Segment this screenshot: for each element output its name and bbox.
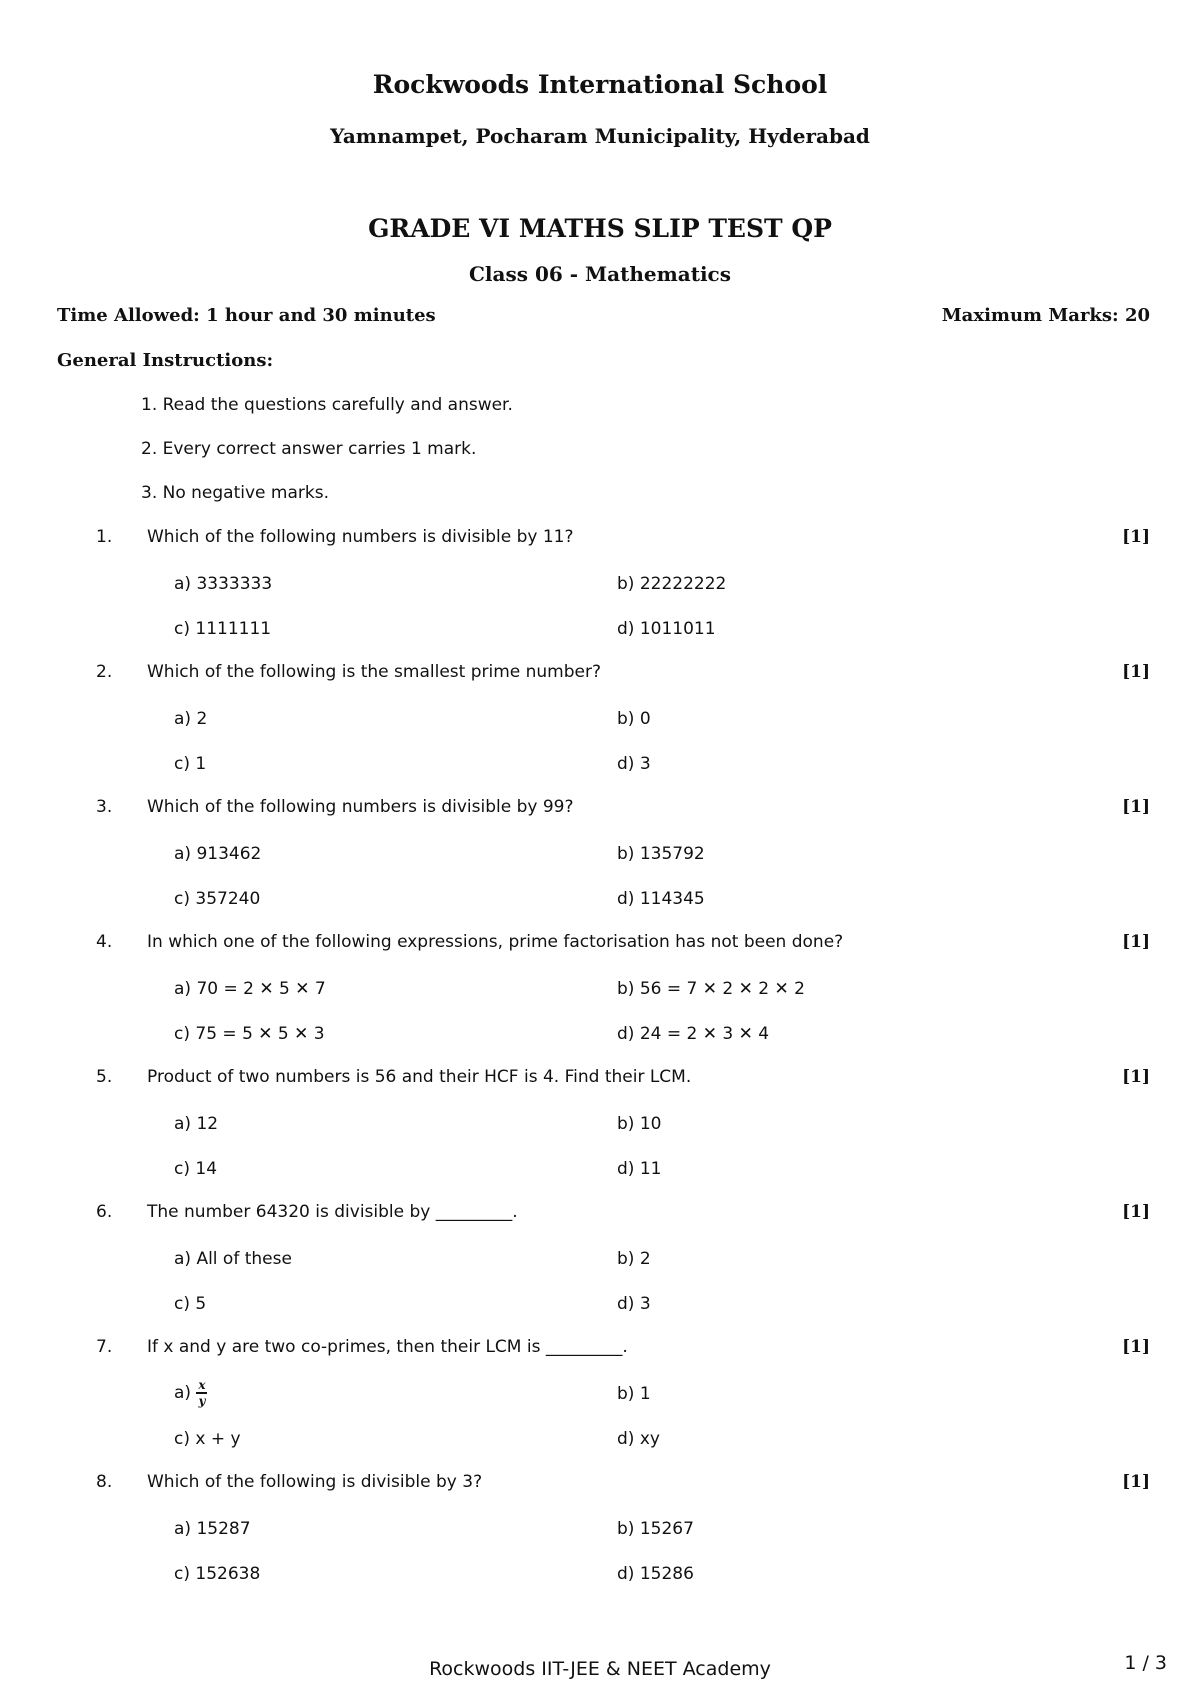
question-number: 1. bbox=[96, 527, 113, 547]
maximum-marks: Maximum Marks: 20 bbox=[941, 305, 1150, 326]
question-marks: [1] bbox=[1122, 797, 1150, 817]
question-number: 2. bbox=[96, 662, 113, 682]
question-marks: [1] bbox=[1122, 1202, 1150, 1222]
option-c: c) 1111111 bbox=[174, 619, 272, 639]
option-a bbox=[174, 1379, 207, 1407]
question-number: 4. bbox=[96, 932, 113, 952]
question-marks: [1] bbox=[1122, 527, 1150, 547]
question-number: 8. bbox=[96, 1472, 113, 1492]
question-text: Which of the following is divisible by 3? bbox=[147, 1472, 483, 1492]
option-d: d) 114345 bbox=[617, 889, 705, 909]
option-d: d) 3 bbox=[617, 754, 651, 774]
question-text: Product of two numbers is 56 and their HCF is 4. Find their LCM. bbox=[147, 1067, 692, 1087]
option-a: a) 15287 bbox=[174, 1519, 251, 1539]
option-a: a) 913462 bbox=[174, 844, 262, 864]
question-text: In which one of the following expressions, prime factorisation has not been done? bbox=[147, 932, 844, 952]
question-number: 7. bbox=[96, 1337, 113, 1357]
option-c: c) 1 bbox=[174, 754, 207, 774]
paper-title: GRADE VI MATHS SLIP TEST QP bbox=[368, 214, 832, 243]
question-number: 6. bbox=[96, 1202, 113, 1222]
option-b: b) 1 bbox=[617, 1384, 651, 1404]
option-d: d) 11 bbox=[617, 1159, 662, 1179]
option-c: c) 152638 bbox=[174, 1564, 261, 1584]
instruction-item: 3. No negative marks. bbox=[141, 483, 329, 503]
question-number: 3. bbox=[96, 797, 113, 817]
option-d: d) 15286 bbox=[617, 1564, 694, 1584]
option-a: a) 70 = 2 ✕ 5 ✕ 7 bbox=[174, 979, 326, 999]
question-marks: [1] bbox=[1122, 1472, 1150, 1492]
school-name: Rockwoods International School bbox=[372, 70, 828, 99]
option-c: c) 14 bbox=[174, 1159, 218, 1179]
option-d: d) xy bbox=[617, 1429, 660, 1449]
instruction-item: 2. Every correct answer carries 1 mark. bbox=[141, 439, 477, 459]
option-a: a) All of these bbox=[174, 1249, 292, 1269]
question-marks: [1] bbox=[1122, 662, 1150, 682]
question-marks: [1] bbox=[1122, 1067, 1150, 1087]
option-a: a) 12 bbox=[174, 1114, 219, 1134]
option-b: b) 2 bbox=[617, 1249, 651, 1269]
option-c: c) x + y bbox=[174, 1429, 241, 1449]
paper-subtitle: Class 06 - Mathematics bbox=[468, 262, 731, 286]
option-b: b) 0 bbox=[617, 709, 651, 729]
question-text: Which of the following numbers is divisible by 99? bbox=[147, 797, 574, 817]
option-a: a) 2 bbox=[174, 709, 208, 729]
option-b: b) 135792 bbox=[617, 844, 705, 864]
option-b: b) 22222222 bbox=[617, 574, 727, 594]
fraction-denominator: y bbox=[198, 1394, 206, 1408]
fraction-x-over-y bbox=[196, 1379, 207, 1407]
option-c: c) 5 bbox=[174, 1294, 207, 1314]
option-d: d) 3 bbox=[617, 1294, 651, 1314]
option-d: d) 1011011 bbox=[617, 619, 716, 639]
option-a: a) 3333333 bbox=[174, 574, 273, 594]
option-d: d) 24 = 2 ✕ 3 ✕ 4 bbox=[617, 1024, 770, 1044]
question-text: Which of the following is the smallest prime number? bbox=[147, 662, 602, 682]
question-number: 5. bbox=[96, 1067, 113, 1087]
option-a-label: a) bbox=[174, 1383, 192, 1403]
option-c: c) 75 = 5 ✕ 5 ✕ 3 bbox=[174, 1024, 325, 1044]
school-address: Yamnampet, Pocharam Municipality, Hyderabad bbox=[330, 124, 870, 148]
option-b: b) 10 bbox=[617, 1114, 662, 1134]
time-allowed: Time Allowed: 1 hour and 30 minutes bbox=[57, 305, 436, 326]
instruction-item: 1. Read the questions carefully and answer. bbox=[141, 395, 513, 415]
question-marks: [1] bbox=[1122, 932, 1150, 952]
footer-academy: Rockwoods IIT-JEE & NEET Academy bbox=[429, 1658, 771, 1680]
question-text: Which of the following numbers is divisible by 11? bbox=[147, 527, 574, 547]
page-number: 1 / 3 bbox=[1124, 1652, 1167, 1674]
question-text: If x and y are two co-primes, then their LCM is _________. bbox=[147, 1337, 628, 1357]
question-marks: [1] bbox=[1122, 1337, 1150, 1357]
option-b: b) 15267 bbox=[617, 1519, 694, 1539]
option-c: c) 357240 bbox=[174, 889, 261, 909]
instructions-heading: General Instructions: bbox=[57, 350, 274, 371]
option-b: b) 56 = 7 ✕ 2 ✕ 2 ✕ 2 bbox=[617, 979, 805, 999]
question-text: The number 64320 is divisible by _________. bbox=[147, 1202, 518, 1222]
fraction-numerator: x bbox=[198, 1378, 206, 1392]
